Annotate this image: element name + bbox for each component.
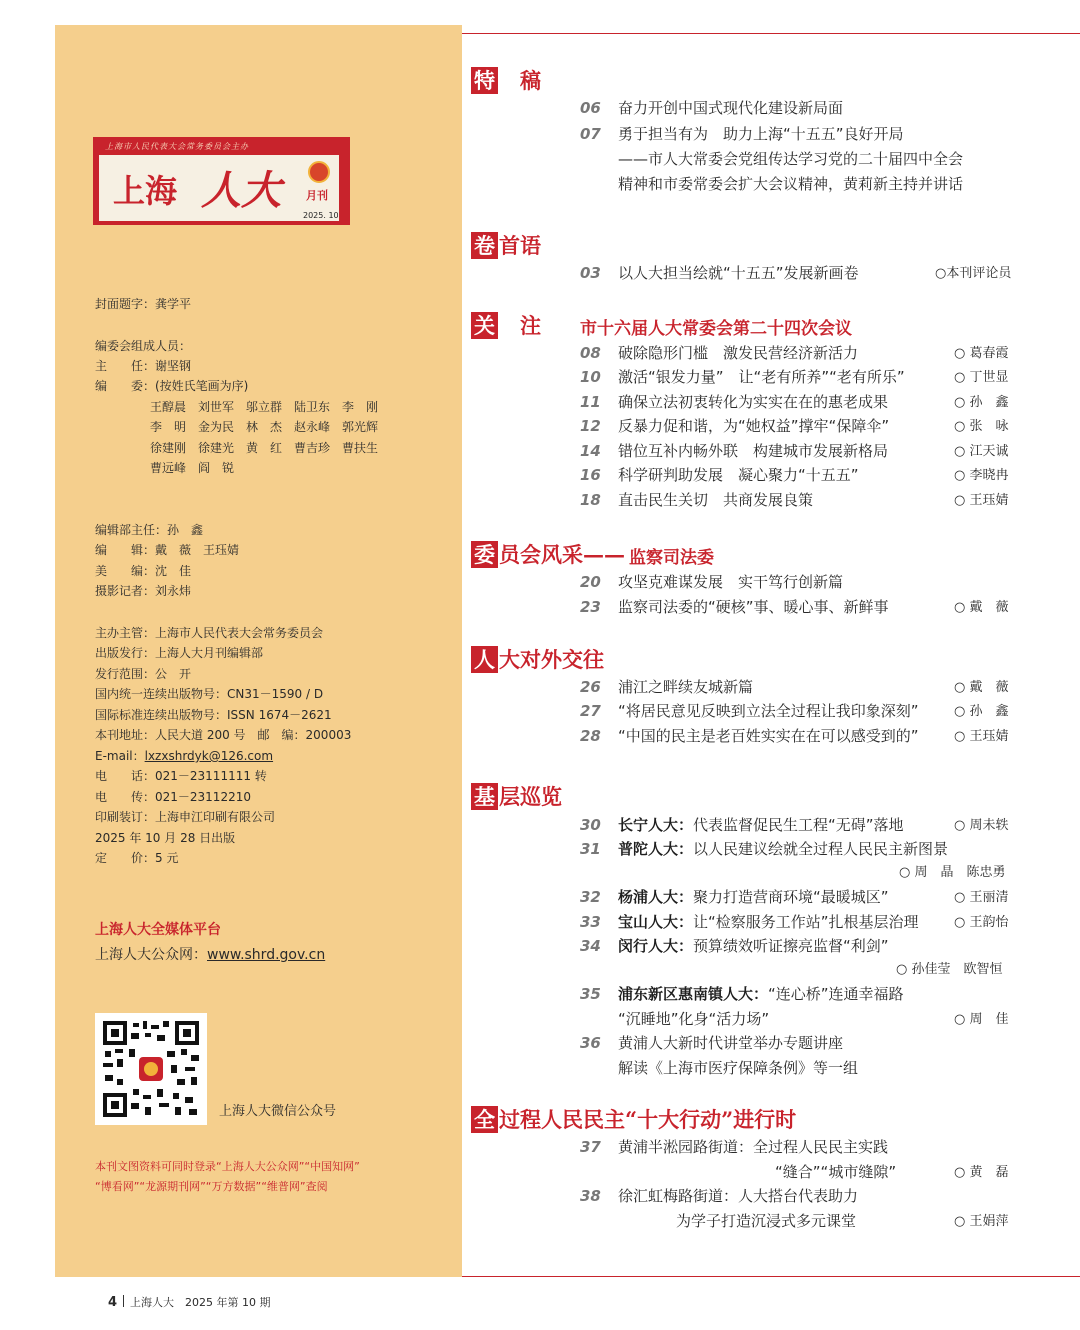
top-divider	[462, 33, 1080, 34]
entry-subtitle: ——市人大常委会党组传达学习党的二十届四中全会	[618, 150, 964, 168]
entry-author: ○ 周未轶	[954, 818, 1009, 833]
entry-title: 攻坚克难谋发展 实干笃行创新篇	[618, 573, 844, 591]
page-number: 36	[580, 1034, 601, 1052]
page-number: 32	[580, 888, 601, 906]
entry-subtitle: 解读《上海市医疗保障条例》等一组	[618, 1059, 859, 1077]
cn-number: 国内统一连续出版物号：CN31－1590 / D	[95, 687, 324, 701]
toc-entry[interactable]	[580, 677, 753, 697]
section-title: 注	[499, 313, 541, 338]
entry-title: 浦江之畔续友城新篇	[618, 678, 754, 696]
entry-org: 宝山人大：	[618, 913, 694, 931]
section-subtitle: 监察司法委	[629, 548, 714, 568]
page-number: 03	[580, 264, 601, 282]
page-number: 06	[580, 99, 601, 117]
qr-code-icon	[101, 1019, 201, 1119]
toc-entry[interactable]	[580, 98, 843, 118]
section-initial: 特	[471, 67, 498, 94]
page-number: 11	[580, 393, 601, 411]
entry-title: 科学研判助发展 凝心聚力“十五五”	[618, 466, 859, 484]
entry-org: 普陀人大：	[618, 840, 694, 858]
toc-entry[interactable]	[580, 1186, 858, 1206]
entry-title: 反暴力促和谐，为“她权益”撑牢“保障伞”	[618, 417, 890, 435]
folio-divider	[123, 1295, 124, 1307]
page-number: 14	[580, 442, 601, 460]
masthead-title-shanghai: 上海	[113, 172, 178, 210]
masthead-issue: 2025. 10	[303, 211, 339, 220]
email-line	[95, 748, 273, 764]
toc-entry[interactable]	[580, 726, 919, 746]
sponsor: 主办主管：上海市人民代表大会常务委员会	[95, 626, 324, 640]
publisher: 出版发行：上海人大月刊编辑部	[95, 646, 264, 660]
entry-org: 杨浦人大：	[618, 888, 694, 906]
entry-title: 让“检察服务工作站”扎根基层治理	[693, 913, 919, 931]
toc-entry[interactable]	[580, 441, 888, 461]
phone: 电 话：021－23111111 转	[95, 769, 267, 783]
entry-author: ○ 张 咏	[954, 419, 1009, 434]
page-number: 10	[580, 368, 601, 386]
page-number: 07	[580, 125, 601, 143]
fax: 电 传：021－23112210	[95, 790, 251, 804]
entry-author: ○ 周 佳	[954, 1012, 1009, 1027]
folio-magazine: 上海人大	[130, 1296, 175, 1309]
page-number: 23	[580, 598, 601, 616]
section-initial: 人	[471, 646, 498, 673]
editor-director: 编辑部主任：孙 鑫	[95, 523, 204, 537]
section-title: 首语	[499, 233, 541, 258]
section-initial: 基	[471, 783, 498, 810]
toc-entry[interactable]	[580, 815, 904, 835]
masthead-monthly: 月刊	[306, 189, 328, 202]
entry-author: ○ 李晓冉	[954, 468, 1009, 483]
entry-author: ○ 丁世显	[954, 370, 1009, 385]
section-subtitle: 市十六届人大常委会第二十四次会议	[580, 319, 852, 339]
media-website-line	[95, 944, 325, 964]
email-link[interactable]: lxzxshrdyk@126.com	[144, 749, 274, 763]
entry-title: “连心桥”连通幸福路	[768, 985, 904, 1003]
entry-author: ○ 王丽清	[954, 890, 1009, 905]
section-initial: 关	[471, 312, 498, 339]
toc-entry[interactable]	[580, 701, 919, 721]
toc-entry[interactable]	[580, 1033, 843, 1053]
entry-title: 黄浦半淞园路街道：全过程人民民主实践	[618, 1138, 889, 1156]
toc-entry[interactable]	[580, 912, 919, 932]
media-platform-title: 上海人大全媒体平台	[95, 922, 221, 938]
committee-heading: 编委会组成人员：	[95, 339, 192, 353]
entry-subtitle: “沉睡地”化身“活力场”	[618, 1010, 770, 1028]
entry-title: 激活“银发力量” 让“老有所养”“老有所乐”	[618, 368, 905, 386]
committee-members-row: 徐建刚 徐建光 黄 红 曹吉珍 曹扶生	[150, 441, 379, 455]
entry-author: ○ 周 晶 陈忠勇	[899, 865, 1006, 880]
entry-title: 徐汇虹梅路街道：人大搭台代表助力	[618, 1187, 859, 1205]
masthead-seal-icon	[308, 161, 330, 183]
committee-members-row: 曹远峰 阎 锐	[150, 461, 235, 475]
page-number: 38	[580, 1187, 601, 1205]
section-title: 层巡览	[499, 784, 562, 809]
entry-author: ○ 黄 磊	[954, 1165, 1009, 1180]
entry-title: 黄浦人大新时代讲堂举办专题讲座	[618, 1034, 844, 1052]
printer: 印刷装订：上海申江印刷有限公司	[95, 810, 276, 824]
entry-title: 代表监督促民生工程“无碍”落地	[693, 816, 904, 834]
committee-members-row: 王醇晨 刘世军 邬立群 陆卫东 李 刚	[150, 400, 379, 414]
page-number: 16	[580, 466, 601, 484]
toc-entry[interactable]	[580, 392, 888, 412]
entry-title: “将居民意见反映到立法全过程让我印象深刻”	[618, 702, 919, 720]
toc-entry[interactable]	[580, 597, 889, 617]
page-number: 27	[580, 702, 601, 720]
toc-entry[interactable]	[580, 572, 843, 592]
notice-line: 本刊文图资料可同时登录“上海人大公众网”“中国知网”	[95, 1160, 360, 1173]
page-number: 33	[580, 913, 601, 931]
page-number: 20	[580, 573, 601, 591]
distribution: 发行范围：公 开	[95, 667, 192, 681]
entry-author: ○ 戴 薇	[954, 680, 1009, 695]
entry-org: 长宁人大：	[618, 816, 694, 834]
entry-title: 聚力打造营商环境“最暖城区”	[693, 888, 889, 906]
section-initial: 卷	[471, 232, 498, 259]
section-title: 稿	[499, 68, 541, 93]
entry-author: ○ 葛春霞	[954, 346, 1009, 361]
photographer: 摄影记者：刘永炜	[95, 584, 192, 598]
bottom-divider	[462, 1276, 1080, 1277]
page-number: 08	[580, 344, 601, 362]
toc-entry[interactable]	[580, 343, 858, 363]
masthead-tagline: 上海市人民代表大会常务委员会主办	[105, 142, 249, 151]
toc-entry[interactable]	[580, 416, 889, 436]
toc-entry[interactable]	[580, 887, 889, 907]
masthead-title-renda: 人大	[201, 167, 281, 214]
entry-title: 确保立法初衷转化为实实在在的惠老成果	[618, 393, 889, 411]
entry-title: 勇于担当有为 助力上海“十五五”良好开局	[618, 125, 904, 143]
entry-title: 以人民建议绘就全过程人民民主新图景	[693, 840, 949, 858]
toc-entry[interactable]	[580, 936, 889, 956]
qr-caption: 上海人大微信公众号	[219, 1104, 337, 1119]
art-editor: 美 编：沈 佳	[95, 564, 192, 578]
entry-title: 直击民生关切 共商发展良策	[618, 491, 814, 509]
address: 本刊地址：人民大道 200 号 邮 编：200003	[95, 728, 352, 742]
page-number: 34	[580, 937, 601, 955]
entry-author: ○ 孙佳莹 欧智恒	[896, 962, 1003, 977]
editors: 编 辑：戴 薇 王珏婧	[95, 543, 240, 557]
entry-title: 破除隐形门槛 激发民营经济新活力	[618, 344, 859, 362]
website-link[interactable]: www.shrd.gov.cn	[207, 947, 326, 963]
page-number: 12	[580, 417, 601, 435]
entry-author: ○ 戴 薇	[954, 600, 1009, 615]
entry-subtitle: 精神和市委常委会扩大会议精神，黄莉新主持并讲话	[618, 175, 964, 193]
committee-director: 主 任：谢坚钢	[95, 359, 192, 373]
toc-entry[interactable]	[580, 263, 859, 283]
entry-title: 错位互补内畅外联 构建城市发展新格局	[618, 442, 889, 460]
page-number: 37	[580, 1138, 601, 1156]
section-title: 过程人民民主“十大行动”进行时	[499, 1107, 797, 1132]
toc-entry[interactable]	[580, 490, 813, 510]
indexing-notice	[95, 1157, 435, 1197]
page-folio	[108, 1294, 271, 1310]
entry-author: ○本刊评论员	[935, 266, 1012, 281]
entry-title: “中国的民主是老百姓实实在在可以感受到的”	[618, 727, 919, 745]
entry-title: 以人大担当绘就“十五五”发展新画卷	[618, 264, 859, 282]
toc-entry[interactable]	[580, 984, 904, 1004]
entry-author: ○ 孙 鑫	[954, 704, 1009, 719]
toc-entry[interactable]	[580, 839, 948, 859]
committee-members-label: 编 委：(按姓氏笔画为序)	[95, 379, 249, 393]
toc-entry[interactable]	[580, 465, 859, 485]
entry-org: 闵行人大：	[618, 937, 694, 955]
entry-title: 监察司法委的“硬核”事、暖心事、新鲜事	[618, 598, 889, 616]
section-initial: 委	[471, 541, 498, 568]
page-number: 35	[580, 985, 601, 1003]
section-initial: 全	[471, 1106, 498, 1133]
toc-entry[interactable]	[580, 124, 904, 144]
entry-author: ○ 王珏婧	[954, 729, 1009, 744]
entry-subtitle: 为学子打造沉浸式多元课堂	[676, 1212, 857, 1230]
wechat-qr-code[interactable]	[95, 1013, 207, 1125]
notice-line: “博看网”“龙源期刊网”“万方数据”“维普网”查阅	[95, 1180, 328, 1193]
page-number: 26	[580, 678, 601, 696]
issn: 国际标准连续出版物号：ISSN 1674－2621	[95, 708, 332, 722]
entry-author: ○ 孙 鑫	[954, 395, 1009, 410]
entry-org: 浦东新区惠南镇人大：	[618, 985, 769, 1003]
section-title: 员会风采——	[499, 542, 625, 567]
price: 定 价：5 元	[95, 851, 179, 865]
entry-author: ○ 王韵怡	[954, 915, 1009, 930]
cover-calligraphy: 封面题字：龚学平	[95, 297, 192, 311]
toc-entry[interactable]	[580, 367, 905, 387]
section-title: 大对外交往	[499, 647, 604, 672]
publish-date: 2025 年 10 月 28 日出版	[95, 831, 236, 845]
page-number: 18	[580, 491, 601, 509]
entry-author: ○ 江天诚	[954, 444, 1009, 459]
page-number: 28	[580, 727, 601, 745]
page-number: 31	[580, 840, 601, 858]
magazine-masthead-logo	[93, 137, 350, 225]
entry-author: ○ 王娟萍	[954, 1214, 1009, 1229]
email-label: E-mail：	[95, 749, 145, 763]
page-number: 4	[108, 1295, 118, 1310]
entry-title: 预算绩效听证擦亮监督“利剑”	[693, 937, 889, 955]
media-website-label: 上海人大公众网：	[95, 947, 207, 963]
folio-issue: 2025 年第 10 期	[185, 1296, 271, 1309]
entry-title: 奋力开创中国式现代化建设新局面	[618, 99, 844, 117]
toc-entry[interactable]	[580, 1137, 888, 1157]
committee-members-row: 李 明 金为民 林 杰 赵永峰 郭光辉	[150, 420, 379, 434]
entry-subtitle: “缝合”“城市缝隙”	[775, 1163, 897, 1181]
page-number: 30	[580, 816, 601, 834]
entry-author: ○ 王珏婧	[954, 493, 1009, 508]
